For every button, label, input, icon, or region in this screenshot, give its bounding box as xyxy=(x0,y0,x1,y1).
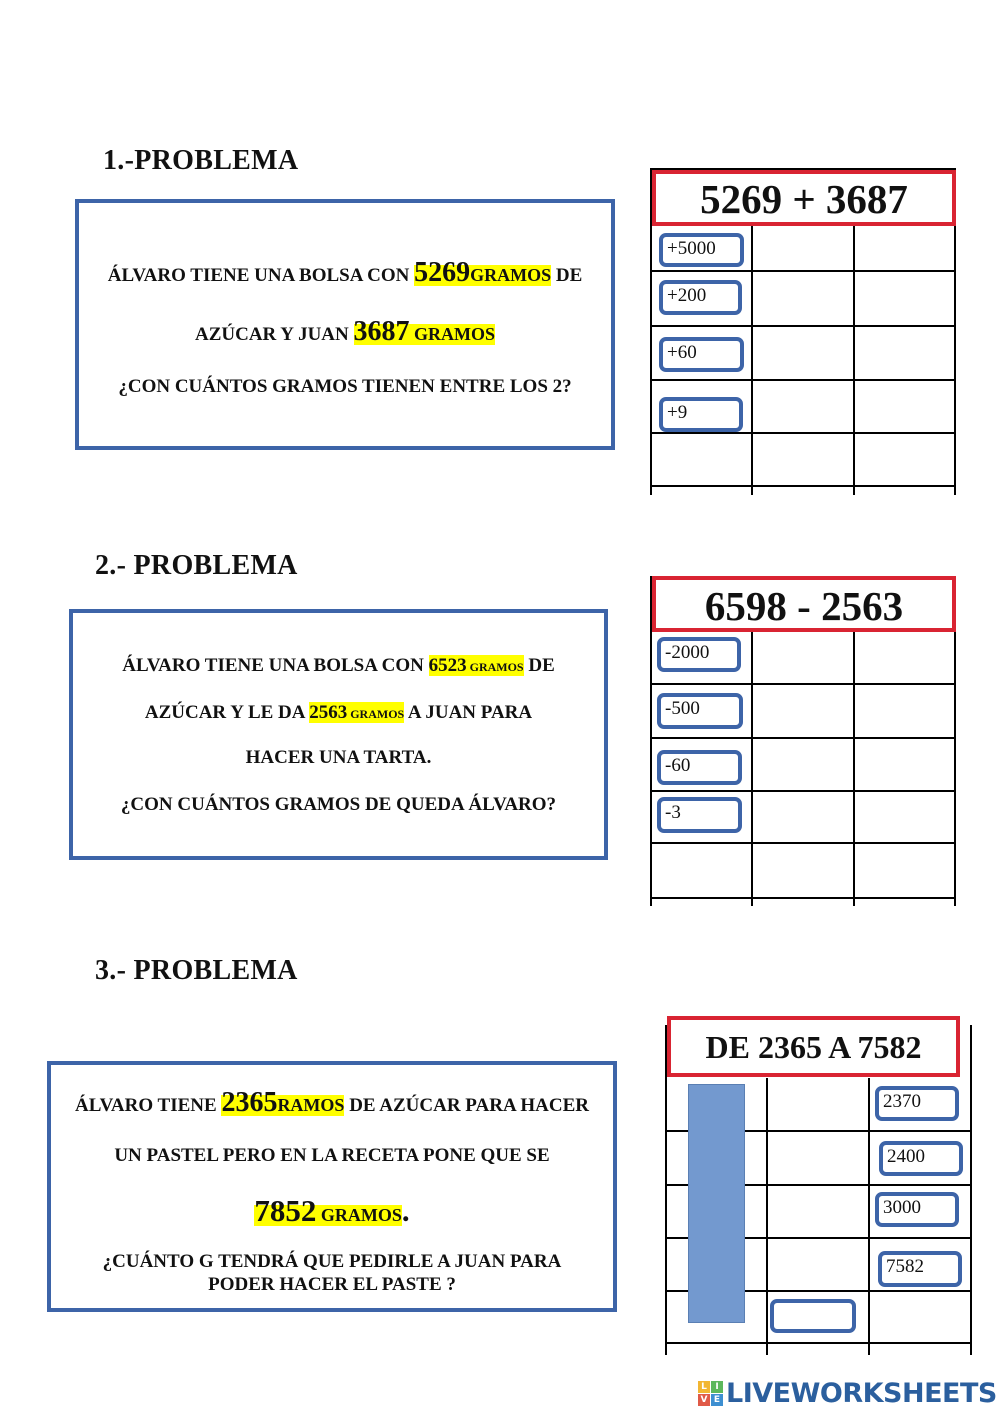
problem-2-question: ¿CON CUÁNTOS GRAMOS DE QUEDA ÁLVARO? xyxy=(120,794,557,815)
problem-3-line-3: 7852 GRAMOS. xyxy=(254,1193,410,1228)
problem-3-answer-input[interactable] xyxy=(770,1299,856,1333)
problem-3-step-1[interactable]: 2370 xyxy=(875,1086,959,1121)
problem-2-step-4[interactable]: -3 xyxy=(657,797,742,833)
problem-1-step-1[interactable]: +5000 xyxy=(659,233,744,267)
highlight-quantity: 2563 GRAMOS xyxy=(309,702,405,723)
problem-1-step-3[interactable]: +60 xyxy=(659,337,744,372)
problem-3-question-2: PODER HACER EL PASTE ? xyxy=(208,1274,456,1295)
liveworksheets-logo xyxy=(698,1378,997,1409)
problem-2-step-3[interactable]: -60 xyxy=(657,750,742,785)
problem-3-heading: 3.- PROBLEMA xyxy=(95,955,298,986)
problem-3-line-2: UN PASTEL PERO EN LA RECETA PONE QUE SE xyxy=(114,1145,550,1166)
highlight-quantity: 2365RAMOS xyxy=(221,1087,345,1118)
problem-2-statement xyxy=(69,609,608,860)
problem-2-step-1[interactable]: -2000 xyxy=(657,637,741,672)
problem-3-statement xyxy=(47,1061,617,1312)
brand-name: LIVEWORKSHEETS xyxy=(726,1378,997,1409)
problem-2-operation: 6598 - 2563 xyxy=(652,576,956,632)
highlight-quantity: 6523 GRAMOS xyxy=(428,655,524,676)
problem-2-line-3: HACER UNA TARTA. xyxy=(245,747,432,768)
highlight-quantity: 5269GRAMOS xyxy=(414,257,552,288)
highlight-quantity: 7852 GRAMOS xyxy=(254,1193,402,1228)
problem-2-heading: 2.- PROBLEMA xyxy=(95,550,298,581)
problem-2-line-1: ÁLVARO TIENE UNA BOLSA CON 6523 GRAMOS DE xyxy=(122,655,555,676)
problem-1-operation: 5269 + 3687 xyxy=(652,170,956,226)
highlight-quantity: 3687 GRAMOS xyxy=(353,316,495,347)
problem-1-statement xyxy=(75,199,615,450)
problem-3-line-1: ÁLVARO TIENE 2365RAMOS DE AZÚCAR PARA HACER xyxy=(75,1087,589,1118)
liveworksheets-tiles-icon: L I V E xyxy=(698,1381,723,1406)
problem-1-line-2: AZÚCAR Y JUAN 3687 GRAMOS xyxy=(194,316,495,347)
problem-3-question-1: ¿CUÁNTO G TENDRÁ QUE PEDIRLE A JUAN PARA xyxy=(102,1251,562,1272)
problem-1-question: ¿CON CUÁNTOS GRAMOS TIENEN ENTRE LOS 2? xyxy=(118,376,572,397)
problem-3-step-2[interactable]: 2400 xyxy=(879,1141,963,1176)
problem-2-step-2[interactable]: -500 xyxy=(657,693,743,729)
problem-3-step-4[interactable]: 7582 xyxy=(878,1251,962,1287)
problem-1-heading: 1.-PROBLEMA xyxy=(103,145,299,176)
problem-1-step-2[interactable]: +200 xyxy=(659,280,742,315)
problem-3-operation: DE 2365 A 7582 xyxy=(667,1016,960,1077)
problem-3-step-3[interactable]: 3000 xyxy=(875,1192,959,1227)
problem-1-step-4[interactable]: +9 xyxy=(659,397,743,432)
problem-2-line-2: AZÚCAR Y LE DA 2563 GRAMOS A JUAN PARA xyxy=(144,702,533,723)
number-line-bar xyxy=(688,1084,745,1323)
problem-1-line-1: ÁLVARO TIENE UNA BOLSA CON 5269GRAMOS DE xyxy=(107,257,583,288)
